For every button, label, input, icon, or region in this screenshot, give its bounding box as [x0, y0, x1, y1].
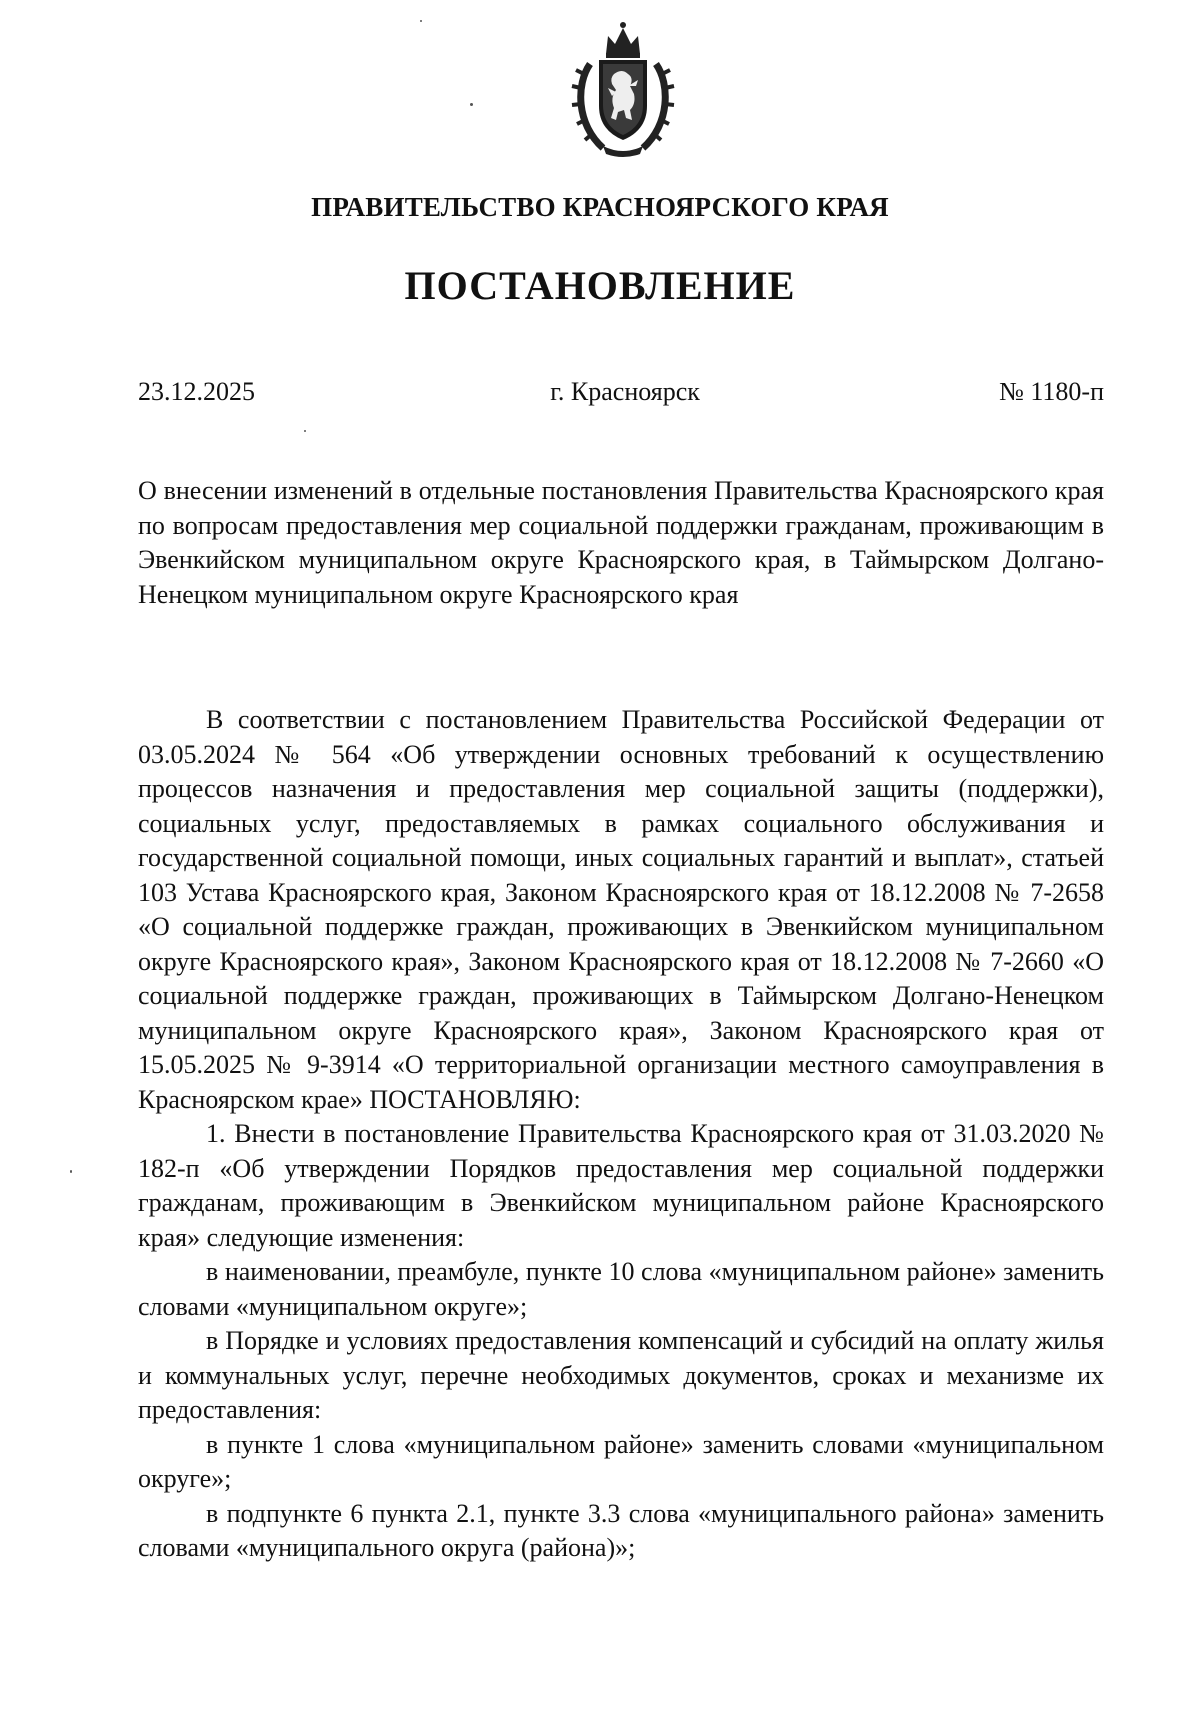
document-number: № 1180-п — [999, 377, 1104, 406]
document-meta-row — [138, 377, 1104, 407]
body-change-3: в пункте 1 слова «муниципальном районе» заменить словами «муниципальном округе»; — [138, 1429, 1104, 1493]
scan-speck — [420, 20, 422, 22]
scan-speck — [304, 430, 306, 432]
body-change-2: в Порядке и условиях предоставления компенсаций и субсидий на оплату жилья и коммунальных услуг, перечне необходимых документов, сроках и механизме их предоставления: — [138, 1326, 1104, 1424]
government-name: ПРАВИТЕЛЬСТВО КРАСНОЯРСКОГО КРАЯ — [311, 192, 889, 222]
document-body — [138, 703, 1104, 1566]
document-city: г. Красноярск — [550, 377, 700, 406]
body-preamble: В соответствии с постановлением Правительства Российской Федерации от 03.05.2024 № 564 «Об утверждении основных требований к осуществлению процессов назначения и предоставления мер социальной защиты (поддержки), социальных услуг, предоставляемых в рамках социального обслуживания и государственной социальной помощи, иных социальных гарантий и выплат», статьей 103 Устава Красноярского края, Законом Красноярского края от 18.12.2008 № 7-2658 «О социальной поддержке граждан, проживающих в Эвенкийском муниципальном округе Красноярского края», Законом Красноярского края от 18.12.2008 № 7-2660 «О социальной поддержке граждан, проживающих в Таймырском Долгано-Ненецком муниципальном округе Красноярского края», Законом Красноярского края от 15.05.2025 № 9-3914 «О территориальной организации местного самоуправления в Красноярском крае» ПОСТАНОВЛЯЮ: — [138, 705, 1104, 1114]
document-type-title: ПОСТАНОВЛЕНИЕ — [404, 263, 796, 308]
body-change-4: в подпункте 6 пункта 2.1, пункте 3.3 слова «муниципального района» заменить словами «муниципального округа (района)»; — [138, 1498, 1104, 1562]
scan-speck — [70, 1170, 72, 1173]
document-subject: О внесении изменений в отдельные постановления Правительства Красноярского края по вопросам предоставления мер социальной поддержки гражданам, проживающим в Эвенкийском муниципальном округе Красноярского края, в Таймырском Долгано-Ненецком муниципальном округе Красноярского края — [138, 476, 1104, 609]
document-date: 23.12.2025 — [138, 377, 255, 406]
krasnoyarsk-coat-of-arms-icon — [568, 14, 678, 160]
body-item-1: 1. Внести в постановление Правительства Красноярского края от 31.03.2020 № 182-п «Об утверждении Порядков предоставления мер социальной поддержки гражданам, проживающим в Эвенкийском муниципальном районе Красноярского края» следующие изменения: — [138, 1119, 1104, 1252]
scan-speck — [470, 103, 473, 106]
body-change-1: в наименовании, преамбуле, пункте 10 слова «муниципальном районе» заменить словами «муниципальном округе»; — [138, 1257, 1104, 1321]
